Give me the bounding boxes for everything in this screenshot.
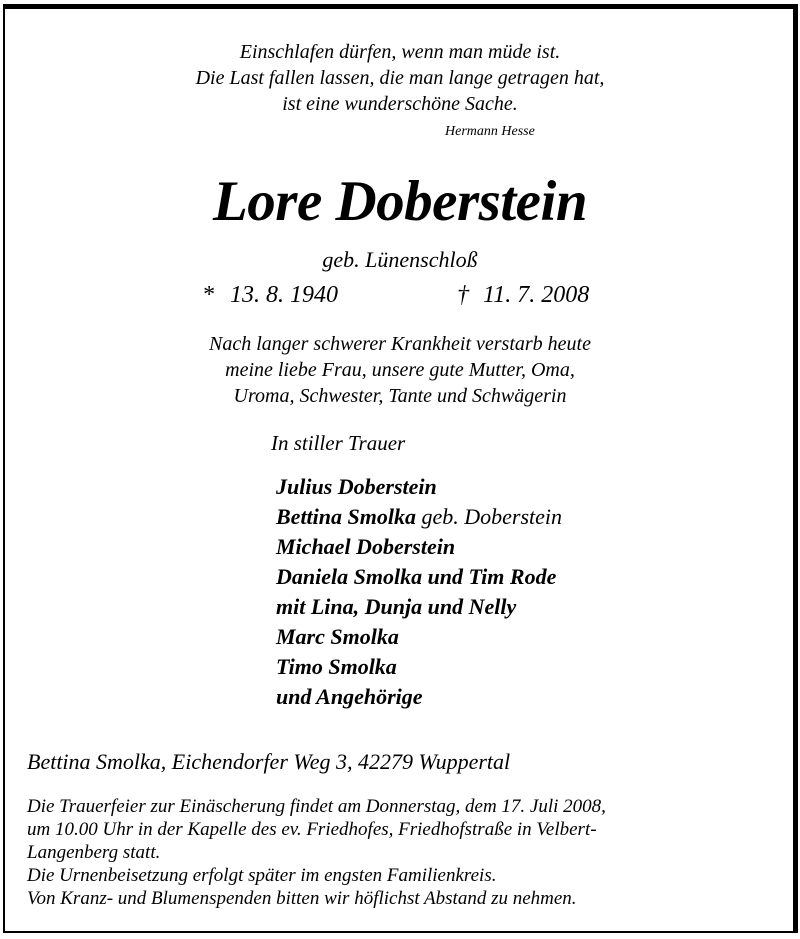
details-line: Von Kranz- und Blumenspenden bitten wir höflichst Abstand zu nehmen.	[27, 888, 577, 909]
mourner-entry: und Angehörige	[276, 684, 423, 709]
message-line: Nach langer schwerer Krankheit verstarb heute	[209, 333, 591, 355]
deceased-name: Lore Doberstein	[212, 170, 588, 233]
details-line: Die Trauerfeier zur Einäscherung findet am Donnerstag, dem 17. Juli 2008,	[27, 796, 606, 817]
mourning-heading: In stiller Trauer	[271, 431, 406, 455]
quote-author: Hermann Hesse	[445, 124, 535, 139]
quote-line: ist eine wunderschöne Sache.	[282, 93, 518, 115]
quote-line: Die Last fallen lassen, die man lange getragen hat,	[195, 67, 605, 89]
details-line: um 10.00 Uhr in der Kapelle des ev. Friedhofes, Friedhofstraße in Velbert-	[27, 819, 597, 840]
ceremony-details	[27, 795, 606, 910]
birth-symbol: *	[202, 282, 214, 308]
details-line: Langenberg statt.	[27, 842, 161, 863]
details-line: Die Urnenbeisetzung erfolgt später im engsten Familienkreis.	[27, 865, 497, 886]
mourner-entry: Bettina Smolka geb. Doberstein	[276, 504, 563, 529]
contact-address: Bettina Smolka, Eichendorfer Weg 3, 42279 Wuppertal	[27, 749, 511, 774]
mourner-entry: Julius Doberstein	[276, 474, 437, 499]
obituary-notice	[3, 4, 798, 933]
mourner-entry: Daniela Smolka und Tim Rode	[276, 564, 557, 589]
message-line: Uroma, Schwester, Tante und Schwägerin	[233, 385, 567, 407]
death-symbol: †	[457, 282, 469, 308]
birth-name: geb. Lünenschloß	[322, 247, 478, 272]
mourners-list	[276, 472, 562, 712]
death-date: 11. 7. 2008	[483, 282, 590, 308]
mourner-entry: Michael Doberstein	[276, 534, 456, 559]
mourner-entry: mit Lina, Dunja und Nelly	[276, 594, 517, 619]
mourner-entry: Timo Smolka	[276, 654, 397, 679]
mourner-entry: Marc Smolka	[276, 624, 399, 649]
quote-line: Einschlafen dürfen, wenn man müde ist.	[239, 41, 561, 63]
message-line: meine liebe Frau, unsere gute Mutter, Oma,	[225, 359, 575, 381]
birth-date: 13. 8. 1940	[230, 282, 338, 308]
